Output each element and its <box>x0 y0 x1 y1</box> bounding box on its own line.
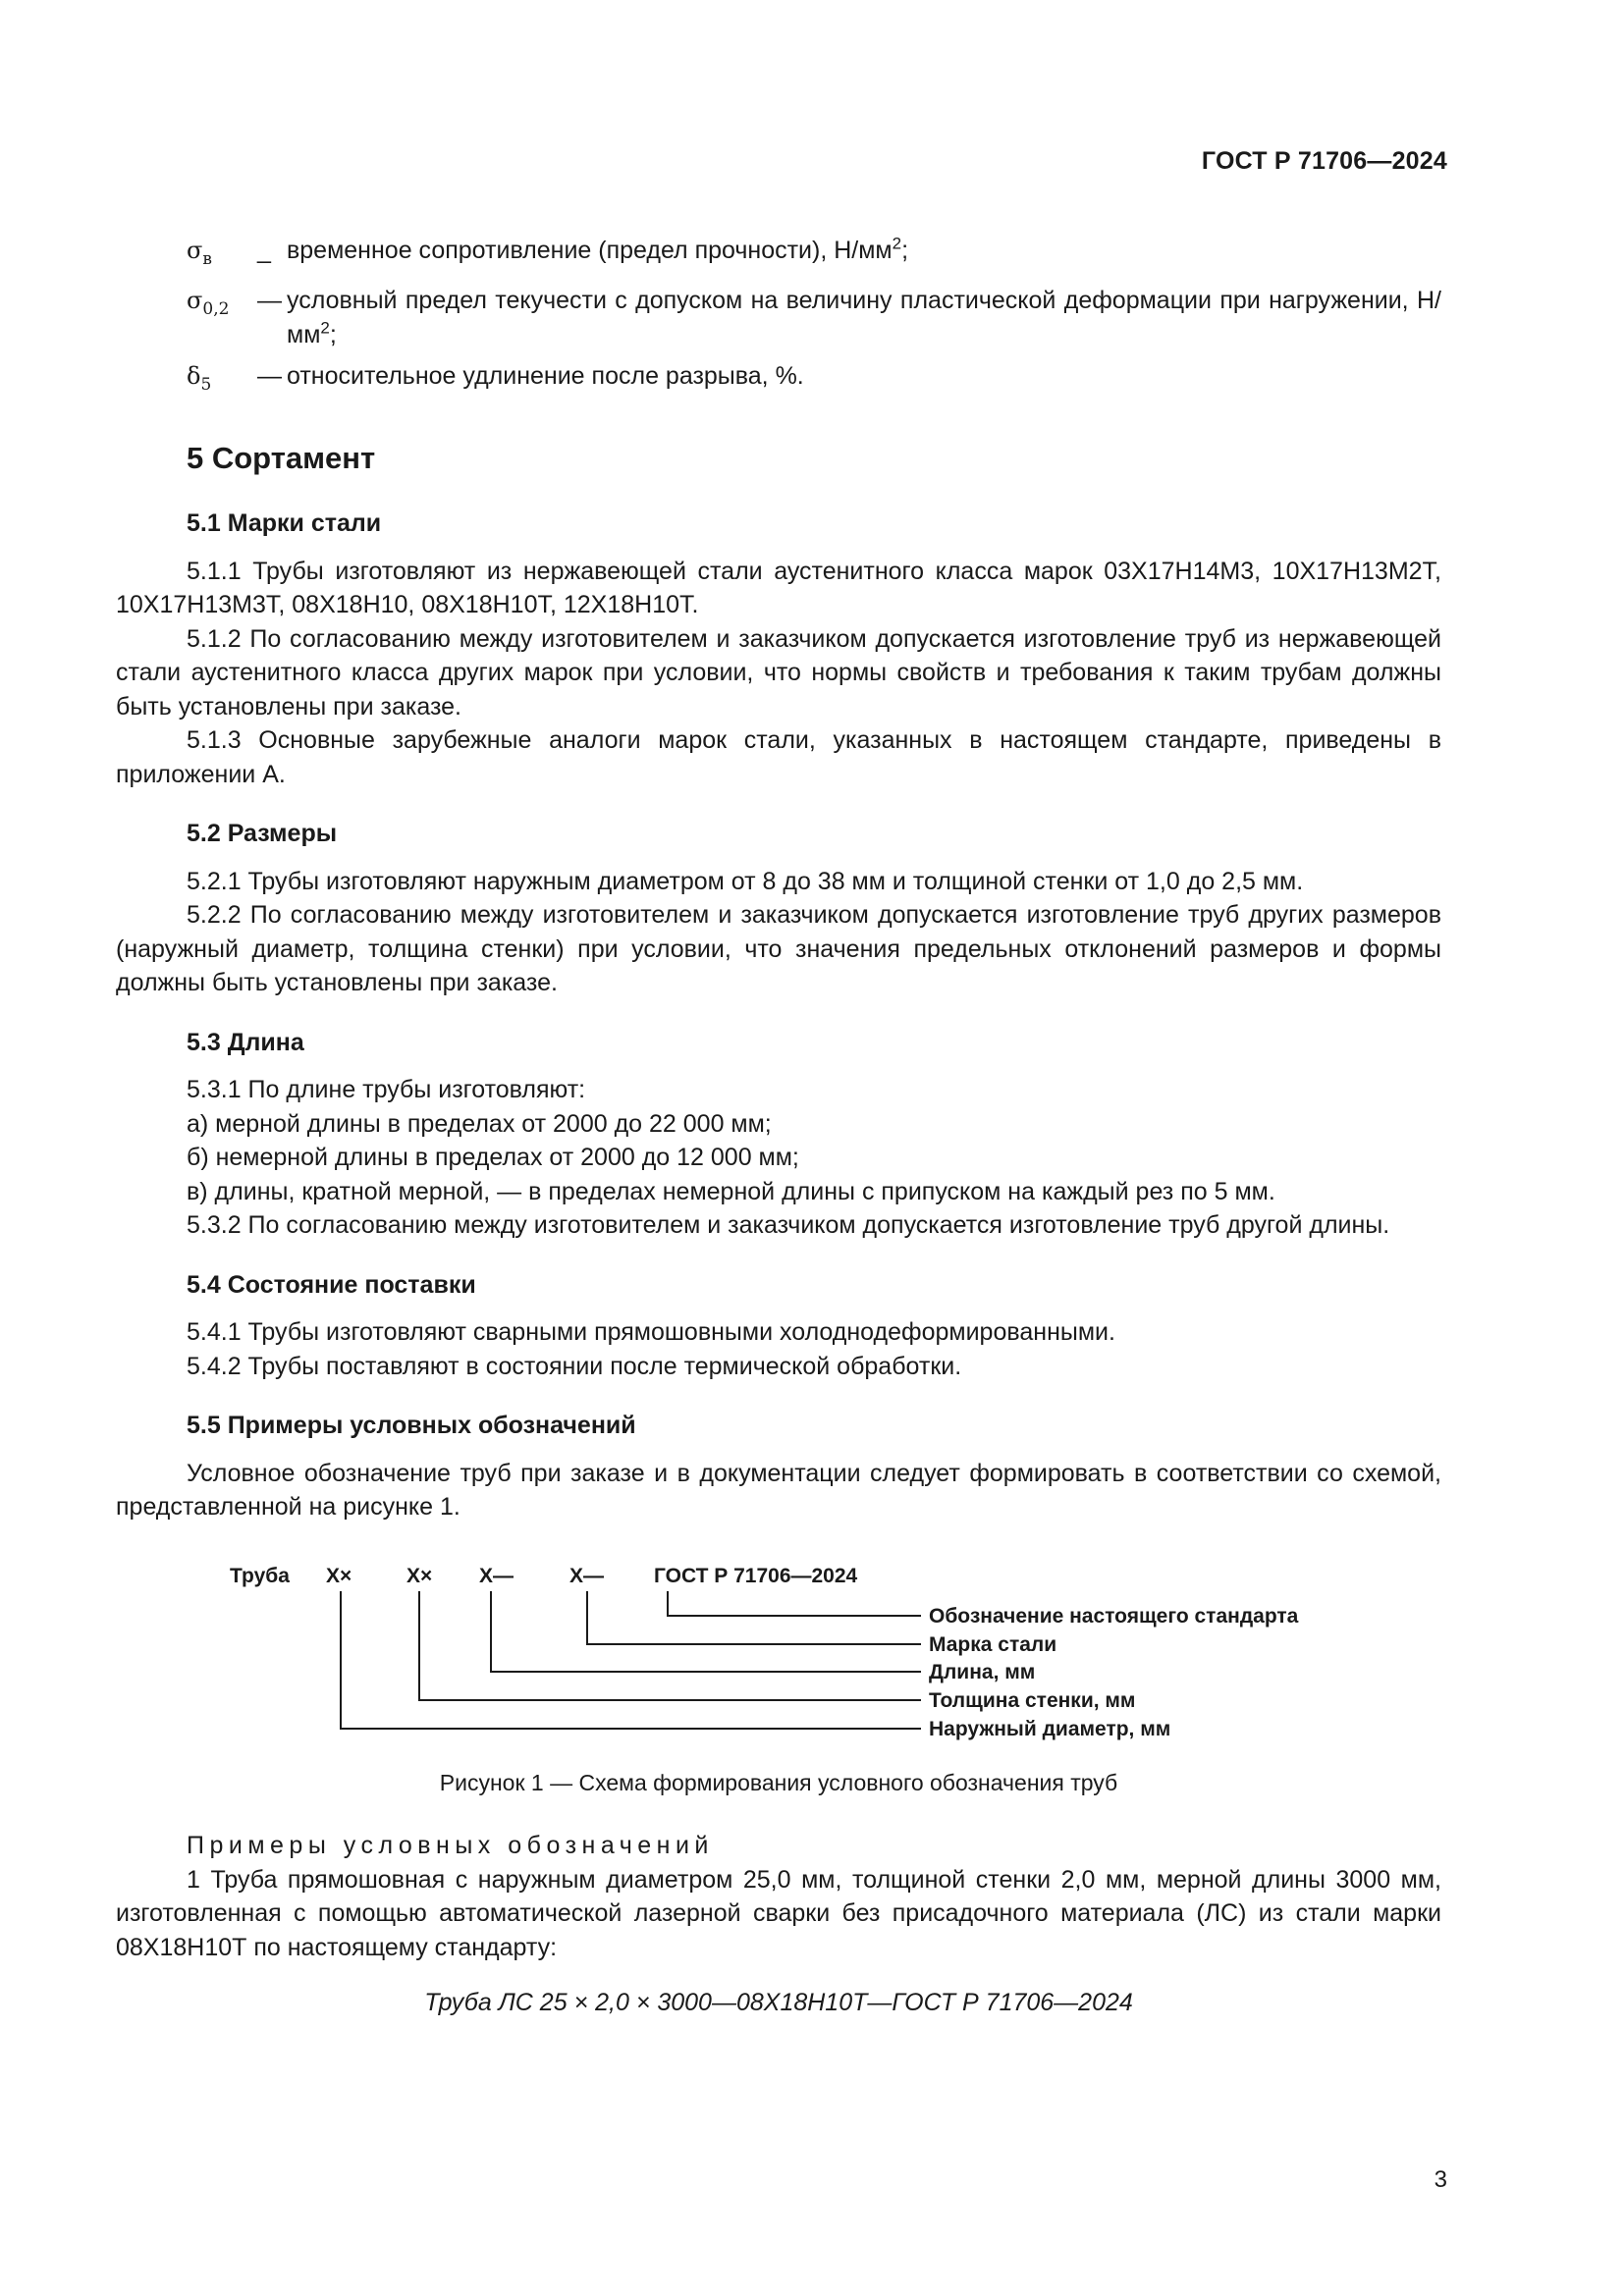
fig-token-standard: ГОСТ Р 71706—2024 <box>654 1564 858 1587</box>
paragraph: 5.1.2 По согласованию между изготовителем и заказчиком допускается изготовление труб из нержавеющей стали аустенитного класса других марок при условии, что нормы свойств и требования к таким трубам должны быть установлены при заказе. <box>116 624 1441 721</box>
paragraph: 5.4.1 Трубы изготовляют сварными прямошовными холоднодеформированными. <box>187 1318 1115 1347</box>
examples-heading: Примеры условных обозначений <box>187 1832 714 1860</box>
paragraph: 5.1.1 Трубы изготовляют из нержавеющей стали аустенитного класса марок 03Х17Н14М3, 10Х17Н13М2Т, 10Х17Н13М3Т, 08Х18Н10, 08Х18Н10Т, 12Х18Н10Т. <box>116 557 1441 619</box>
fig-word-pipe: Труба <box>230 1564 290 1587</box>
fig-label-length: Длина, мм <box>929 1660 1036 1683</box>
symbol: $\sigma_в$ <box>187 237 212 269</box>
paragraph: 5.2.2 По согласованию между изготовителем и заказчиком допускается изготовление труб других размеров (наружный диаметр, толщина стенки) при условии, что значения предельных отклонений размеров и формы должны быть установлены при заказе. <box>116 901 1441 997</box>
list-item: в) длины, кратной мерной, — в пределах немерной длины с припуском на каждый рез по 5 мм. <box>187 1177 1275 1205</box>
section-title: 5 Сортамент <box>187 440 376 475</box>
symbol: $\sigma_{0,2}$ <box>187 287 230 320</box>
leader-wall <box>419 1591 921 1700</box>
page-content <box>116 234 1441 2020</box>
subsection-title: 5.2 Размеры <box>187 820 338 848</box>
symbol-definition <box>116 234 1441 276</box>
fig-token-wall: Х× <box>406 1564 433 1587</box>
symbol-text: временное сопротивление (предел прочности), $Н/мм^2$; <box>287 234 909 264</box>
fig-token-grade: Х— <box>569 1564 605 1587</box>
paragraph: 5.1.3 Основные зарубежные аналоги марок стали, указанных в настоящем стандарте, приведены в приложении А. <box>116 726 1441 788</box>
dash: — <box>257 362 282 391</box>
list-item: а) мерной длины в пределах от 2000 до 22 000 мм; <box>187 1109 772 1138</box>
list-item: б) немерной длины в пределах от 2000 до 12 000 мм; <box>187 1144 799 1172</box>
fig-label-standard: Обозначение настоящего стандарта <box>929 1604 1299 1628</box>
subsection-title: 5.3 Длина <box>187 1028 304 1056</box>
paragraph: 5.3.1 По длине трубы изготовляют: <box>187 1076 586 1104</box>
paragraph: 5.4.2 Трубы поставляют в состоянии после термической обработки. <box>187 1352 962 1380</box>
subsection-title: 5.4 Состояние поставки <box>187 1270 476 1299</box>
symbol-text: условный предел текучести с допуском на величину пластической деформации при нагружении, $Н/мм^2$; <box>287 287 1441 348</box>
symbol-definition <box>116 359 1441 401</box>
leader-standard <box>668 1591 921 1616</box>
paragraph: 5.3.2 По согласованию между изготовителем и заказчиком допускается изготовление труб другой длины. <box>187 1211 1390 1240</box>
dash: _ <box>257 237 271 264</box>
symbol: $\delta_5$ <box>187 362 212 396</box>
paragraph: Условное обозначение труб при заказе и в документации следует формировать в соответствии со схемой, представленной на рисунке 1. <box>116 1459 1441 1522</box>
designation-scheme-diagram <box>116 1550 1441 1756</box>
leader-grade <box>587 1591 921 1644</box>
fig-token-diameter: Х× <box>326 1564 352 1587</box>
fig-label-grade: Марка стали <box>929 1632 1057 1656</box>
symbol-definition <box>116 284 1441 351</box>
fig-leader-lines <box>341 1591 921 1729</box>
fig-label-diameter: Наружный диаметр, мм <box>929 1717 1171 1740</box>
symbol-text: относительное удлинение после разрыва, %. <box>287 362 804 391</box>
paragraph: 5.2.1 Трубы изготовляют наружным диаметром от 8 до 38 мм и толщиной стенки от 1,0 до 2,5 мм. <box>187 867 1304 895</box>
dash: — <box>257 287 282 315</box>
leader-length <box>491 1591 921 1672</box>
subsection-title: 5.1 Марки стали <box>187 509 382 538</box>
leader-diameter <box>341 1591 921 1729</box>
subsection-title: 5.5 Примеры условных обозначений <box>187 1412 636 1440</box>
figure-caption: Рисунок 1 — Схема формирования условного обозначения труб <box>439 1769 1118 1795</box>
fig-token-length: Х— <box>479 1564 514 1587</box>
example-paragraph: 1 Труба прямошовная с наружным диаметром 25,0 мм, толщиной стенки 2,0 мм, мерной длины 3000 мм, изготовленная с помощью автоматической лазерной сварки без присадочного материала (ЛС) из стали марки 08Х18Н10Т по настоящему стандарту: <box>116 1865 1441 1961</box>
designation-scheme-figure <box>116 1550 1441 1766</box>
page-number: 3 <box>1434 2166 1447 2193</box>
standard-id-header: ГОСТ Р 71706—2024 <box>1201 147 1447 175</box>
example-designation: Труба ЛС 25 × 2,0 × 3000—08Х18Н10Т—ГОСТ Р 71706—2024 <box>424 1989 1133 2017</box>
fig-label-wall: Толщина стенки, мм <box>929 1688 1136 1712</box>
